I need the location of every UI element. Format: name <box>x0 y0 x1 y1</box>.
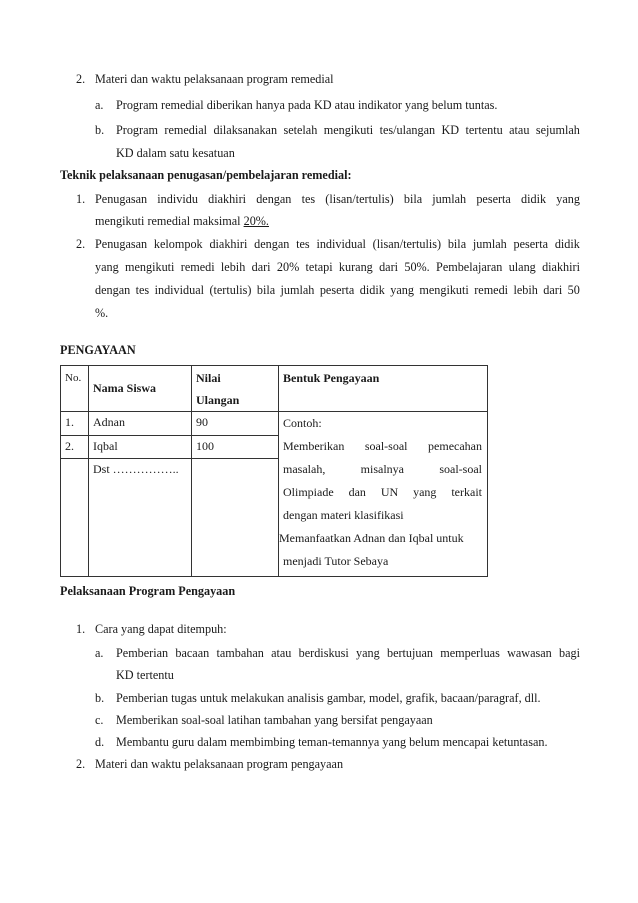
word: jumlah <box>432 192 467 206</box>
list-letter: d. <box>95 735 105 749</box>
form-line: menjadi Tutor Sebaya <box>283 554 389 568</box>
word: bila <box>256 283 276 297</box>
word: soal-soal <box>439 462 482 476</box>
word: UN <box>380 485 399 499</box>
word: dan <box>348 485 366 499</box>
word: remedi <box>180 260 215 274</box>
list-number: 1. <box>76 622 86 636</box>
word: yang <box>356 646 380 660</box>
list-item-text: Cara yang dapat ditempuh: <box>95 622 227 636</box>
word: tes <box>301 192 316 206</box>
word: diakhiri <box>209 237 248 251</box>
cell-score <box>192 412 279 436</box>
justified-line <box>95 237 580 252</box>
word: memperluas <box>440 646 500 660</box>
word: tetapi <box>305 260 333 274</box>
word: atau <box>271 646 292 660</box>
cell-no <box>61 459 89 577</box>
word: setelah <box>283 123 318 137</box>
word: dengan <box>95 283 131 297</box>
list-letter: b. <box>95 691 105 705</box>
underlined-value: 20%. <box>243 214 269 228</box>
word: Olimpiade <box>283 485 334 499</box>
word: Program <box>116 123 158 137</box>
cell-score <box>192 459 279 577</box>
form-line-justified <box>283 435 482 458</box>
enrichment-table <box>60 365 488 577</box>
cell-form <box>279 412 488 577</box>
section-heading: Pelaksanaan Program Pengayaan <box>60 584 236 598</box>
word: individual <box>154 283 205 297</box>
table-header-row <box>61 366 488 412</box>
header-cell-form <box>279 366 488 412</box>
word: jumlah <box>280 283 315 297</box>
form-line: Memanfaatkan Adnan dan Iqbal untuk <box>279 531 464 545</box>
word: dengan <box>256 192 292 206</box>
word: pemecahan <box>428 439 482 453</box>
word: peserta <box>513 237 549 251</box>
word: individual <box>316 237 366 251</box>
list-letter: c. <box>95 713 104 727</box>
cell-name <box>89 459 192 577</box>
list-item-text: Pemberian tugas untuk melakukan analisis gambar, model, grafik, bacaan/paragraf, dll. <box>116 691 541 705</box>
cell-text: Dst …………….. <box>93 462 179 477</box>
word: bacaan <box>175 646 210 660</box>
section-heading: Teknik pelaksanaan penugasan/pembelajaran remedial: <box>60 168 352 182</box>
word: berdiskusi <box>298 646 349 660</box>
word: bagi <box>559 646 580 660</box>
cell-name <box>89 412 192 436</box>
list-number: 2. <box>76 757 86 771</box>
form-line: Contoh: <box>283 416 322 430</box>
list-number: 2. <box>76 72 86 86</box>
word: lebih <box>220 260 246 274</box>
cell-text: 100 <box>196 438 214 453</box>
cell-no <box>61 412 89 436</box>
word: diakhiri <box>542 260 580 274</box>
word: dilaksanakan <box>213 123 278 137</box>
cell-no <box>61 435 89 459</box>
word: kelompok <box>153 237 203 251</box>
word: tes <box>296 237 310 251</box>
word: individu <box>157 192 198 206</box>
word: Memberikan <box>283 439 345 453</box>
text-fragment: mengikuti remedial maksimal <box>95 214 244 228</box>
word: peserta <box>319 283 355 297</box>
word: (tertulis) <box>209 283 252 297</box>
word: yang <box>413 485 437 499</box>
word: (lisan/tertulis) <box>372 237 442 251</box>
word: remedial <box>164 123 208 137</box>
list-letter: a. <box>95 98 104 112</box>
word: masalah, <box>283 462 326 476</box>
header-label: Nama Siswa <box>93 381 157 395</box>
word: misalnya <box>360 462 404 476</box>
word: wawasan <box>507 646 552 660</box>
word: 20% <box>276 260 300 274</box>
word: kurang <box>338 260 373 274</box>
header-cell-no <box>61 366 89 412</box>
word: ulang <box>508 260 536 274</box>
list-item-continuation: KD dalam satu kesatuan <box>116 146 235 160</box>
form-line: dengan materi klasifikasi <box>283 508 404 522</box>
list-number: 2. <box>76 237 86 251</box>
list-item-text: Materi dan waktu pelaksanaan program pengayaan <box>95 757 344 771</box>
word: KD <box>441 123 460 137</box>
word: dari <box>251 260 271 274</box>
list-item-text: Materi dan waktu pelaksanaan program remedial <box>95 72 334 86</box>
word: remedi <box>474 283 509 297</box>
word: yang <box>95 260 119 274</box>
cell-text: 90 <box>196 415 208 429</box>
word: Penugasan <box>95 237 148 251</box>
form-line-justified <box>283 481 482 504</box>
word: bertujuan <box>386 646 433 660</box>
word: didik <box>359 283 385 297</box>
word: 50 <box>567 283 580 297</box>
word: dengan <box>254 237 290 251</box>
list-item-text: Memberikan soal-soal latihan tambahan yang bersifat pengayaan <box>116 713 433 727</box>
word: mengikuti <box>125 260 175 274</box>
cell-text: Iqbal <box>93 438 118 453</box>
cell-score <box>192 435 279 459</box>
list-item-continuation <box>95 214 269 229</box>
list-number: 1. <box>76 192 86 206</box>
word: Pembelajaran <box>436 260 503 274</box>
form-line-justified <box>283 458 482 481</box>
word: tes <box>135 283 150 297</box>
list-letter: a. <box>95 646 104 660</box>
word: terkait <box>451 485 482 499</box>
cell-text: Adnan <box>93 415 125 429</box>
justified-line <box>116 646 580 661</box>
justified-line <box>95 260 580 275</box>
word: 50%. <box>404 260 430 274</box>
word: mengikuti <box>419 283 469 297</box>
header-label-line: Nilai <box>196 371 221 385</box>
word: atau <box>509 123 530 137</box>
word: tambahan <box>216 646 264 660</box>
header-label: No. <box>65 372 82 384</box>
section-heading: PENGAYAAN <box>60 343 136 357</box>
word: tertentu <box>465 123 503 137</box>
word: yang <box>390 283 414 297</box>
word: Pemberian <box>116 646 169 660</box>
word: tes/ulangan <box>379 123 436 137</box>
word: didik <box>554 237 580 251</box>
word: jumlah <box>472 237 507 251</box>
word: didik <box>521 192 547 206</box>
header-cell-name <box>89 366 192 412</box>
list-item-text: Membantu guru dalam membimbing teman-temannya yang belum mencapai ketuntasan. <box>116 735 548 749</box>
header-label <box>192 366 278 411</box>
cell-text: 2. <box>65 438 74 453</box>
justified-line <box>95 283 580 298</box>
word: diakhiri <box>208 192 247 206</box>
word: yang <box>556 192 580 206</box>
word: peserta <box>476 192 511 206</box>
header-label-line: Ulangan <box>196 392 240 407</box>
header-label: Bentuk Pengayaan <box>283 371 380 385</box>
list-item-text: Program remedial diberikan hanya pada KD atau indikator yang belum tuntas. <box>116 98 498 112</box>
word: dari <box>379 260 399 274</box>
word: soal-soal <box>364 439 408 453</box>
justified-line <box>95 192 580 207</box>
form-description <box>279 412 487 576</box>
word: (lisan/tertulis) <box>325 192 394 206</box>
word: sejumlah <box>535 123 580 137</box>
list-letter: b. <box>95 123 105 137</box>
justified-line <box>116 123 580 138</box>
cell-text: 1. <box>65 415 74 429</box>
word: bila <box>403 192 423 206</box>
list-item-continuation: %. <box>95 306 109 320</box>
cell-name <box>89 435 192 459</box>
word: bila <box>447 237 467 251</box>
header-cell-score <box>192 366 279 412</box>
table-row <box>61 412 488 436</box>
word: mengikuti <box>323 123 374 137</box>
word: Penugasan <box>95 192 148 206</box>
word: dari <box>543 283 563 297</box>
list-item-continuation: KD tertentu <box>116 668 174 682</box>
word: lebih <box>513 283 538 297</box>
